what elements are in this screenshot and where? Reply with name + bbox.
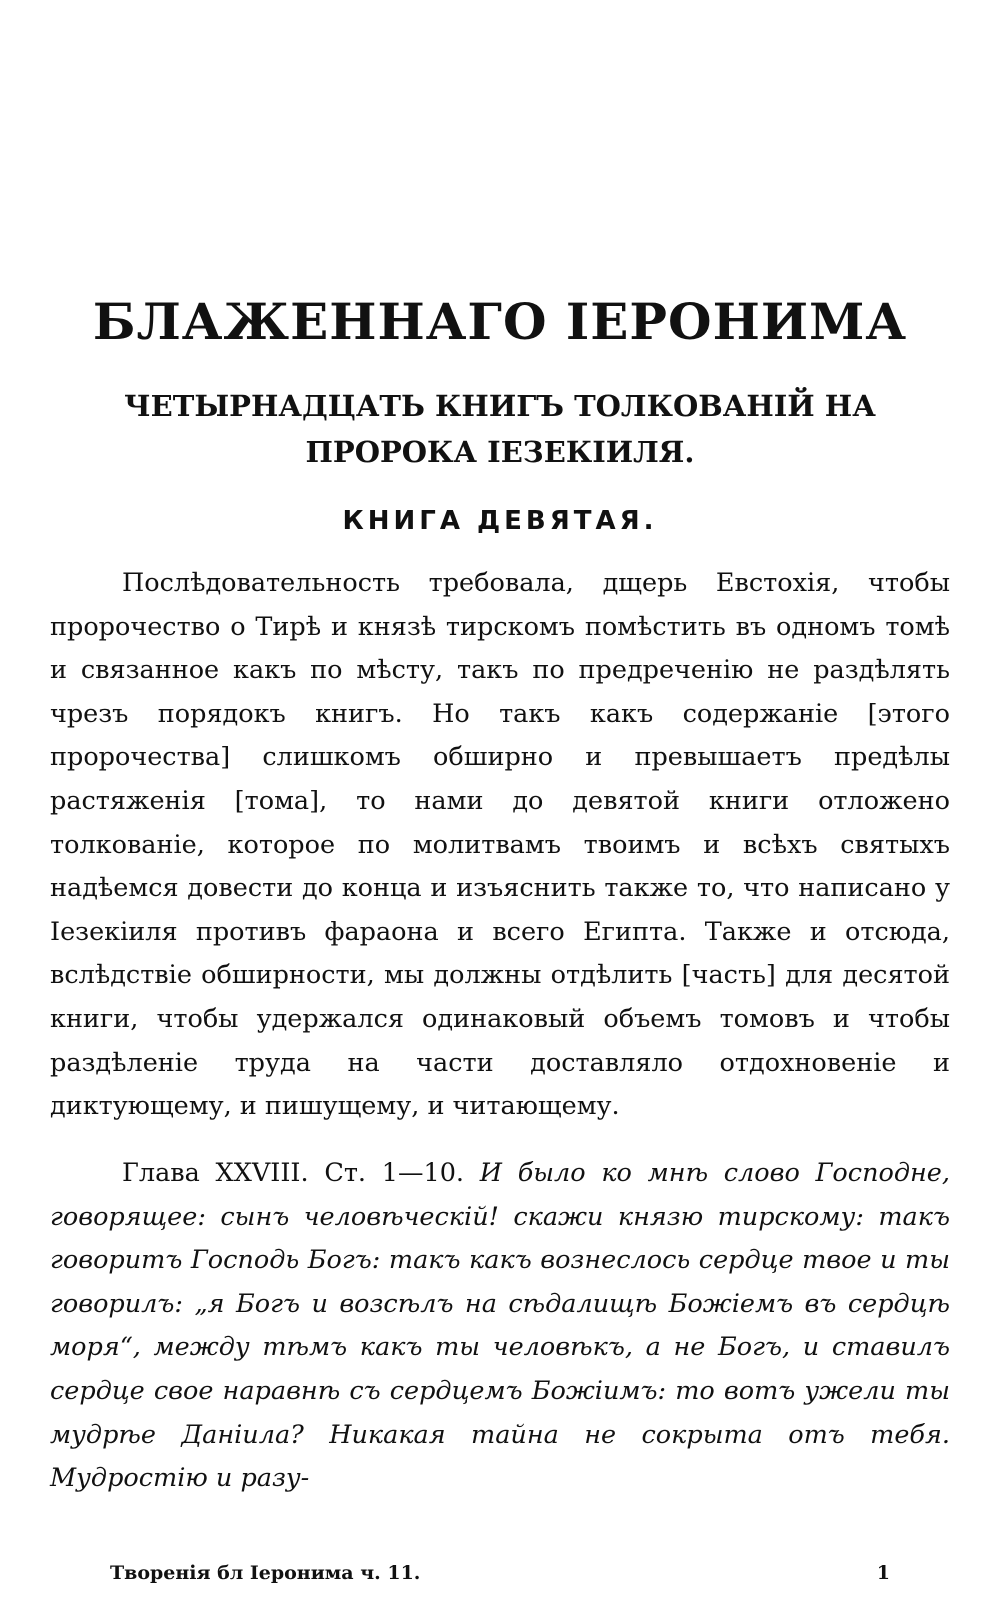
intro-paragraph: Послѣдовательность требовала, дщерь Евстохія, чтобы пророчество о Тирѣ и князѣ тирскомъ помѣстить въ одномъ томѣ и связанное какъ по мѣсту, такъ по предреченію не раздѣлять чрезъ порядокъ книгъ. Но такъ какъ содержаніе [этого пророчества] слишкомъ обширно и превышаетъ предѣлы растяженія [тома], то нами до девятой книги отложено толкованіе, которое по молитвамъ твоимъ и всѣхъ святыхъ надѣемся довести до конца и изъяснить также то, что написано у Іезекіиля противъ фараона и всего Египта. Также и отсюда, вслѣдствіе обширности, мы должны отдѣлить [часть] для десятой книги, чтобы удержался одинаковый объемъ томовъ и чтобы раздѣленіе труда на части доставляло отдохновеніе и диктующему, и пишущему, и читающему. — [50, 568, 950, 1122]
chapter-reference: Глава XXVIII. Ст. 1—10. — [122, 1158, 465, 1188]
book-heading: КНИГА ДЕВЯТАЯ. — [342, 506, 658, 536]
footer-title: Творенія бл Іеронима ч. 11. — [110, 1562, 421, 1584]
scripture-quote: И было ко мнѣ слово Господне, говорящее: сынъ человѣческій! скажи князю тирскому: такъ говоритъ Господь Богъ: такъ какъ вознеслось сердце твое и ты говорилъ: „я Богъ и возсѣлъ на сѣдалищѣ Божіемъ въ сердцѣ моря“, между тѣмъ какъ ты человѣкъ, а не Богъ, и ставилъ сердце свое наравнѣ съ сердцемъ Божіимъ: то вотъ ужели ты мудрѣе Даніила? Никакая тайна не сокрыта отъ тебя. Мудростію и разу- — [50, 1158, 950, 1494]
page-subtitle: ЧЕТЫРНАДЦАТЬ КНИГЪ ТОЛКОВАНІЙ НА ПРОРОКА ІЕЗЕКІИЛЯ. — [124, 389, 876, 469]
chapter-paragraph — [50, 1152, 950, 1501]
page-title: БЛАЖЕННАГО ІЕРОНИМА — [92, 292, 908, 351]
page-number: 1 — [876, 1562, 890, 1584]
document-page — [50, 0, 950, 1619]
page-footer — [110, 1562, 890, 1592]
